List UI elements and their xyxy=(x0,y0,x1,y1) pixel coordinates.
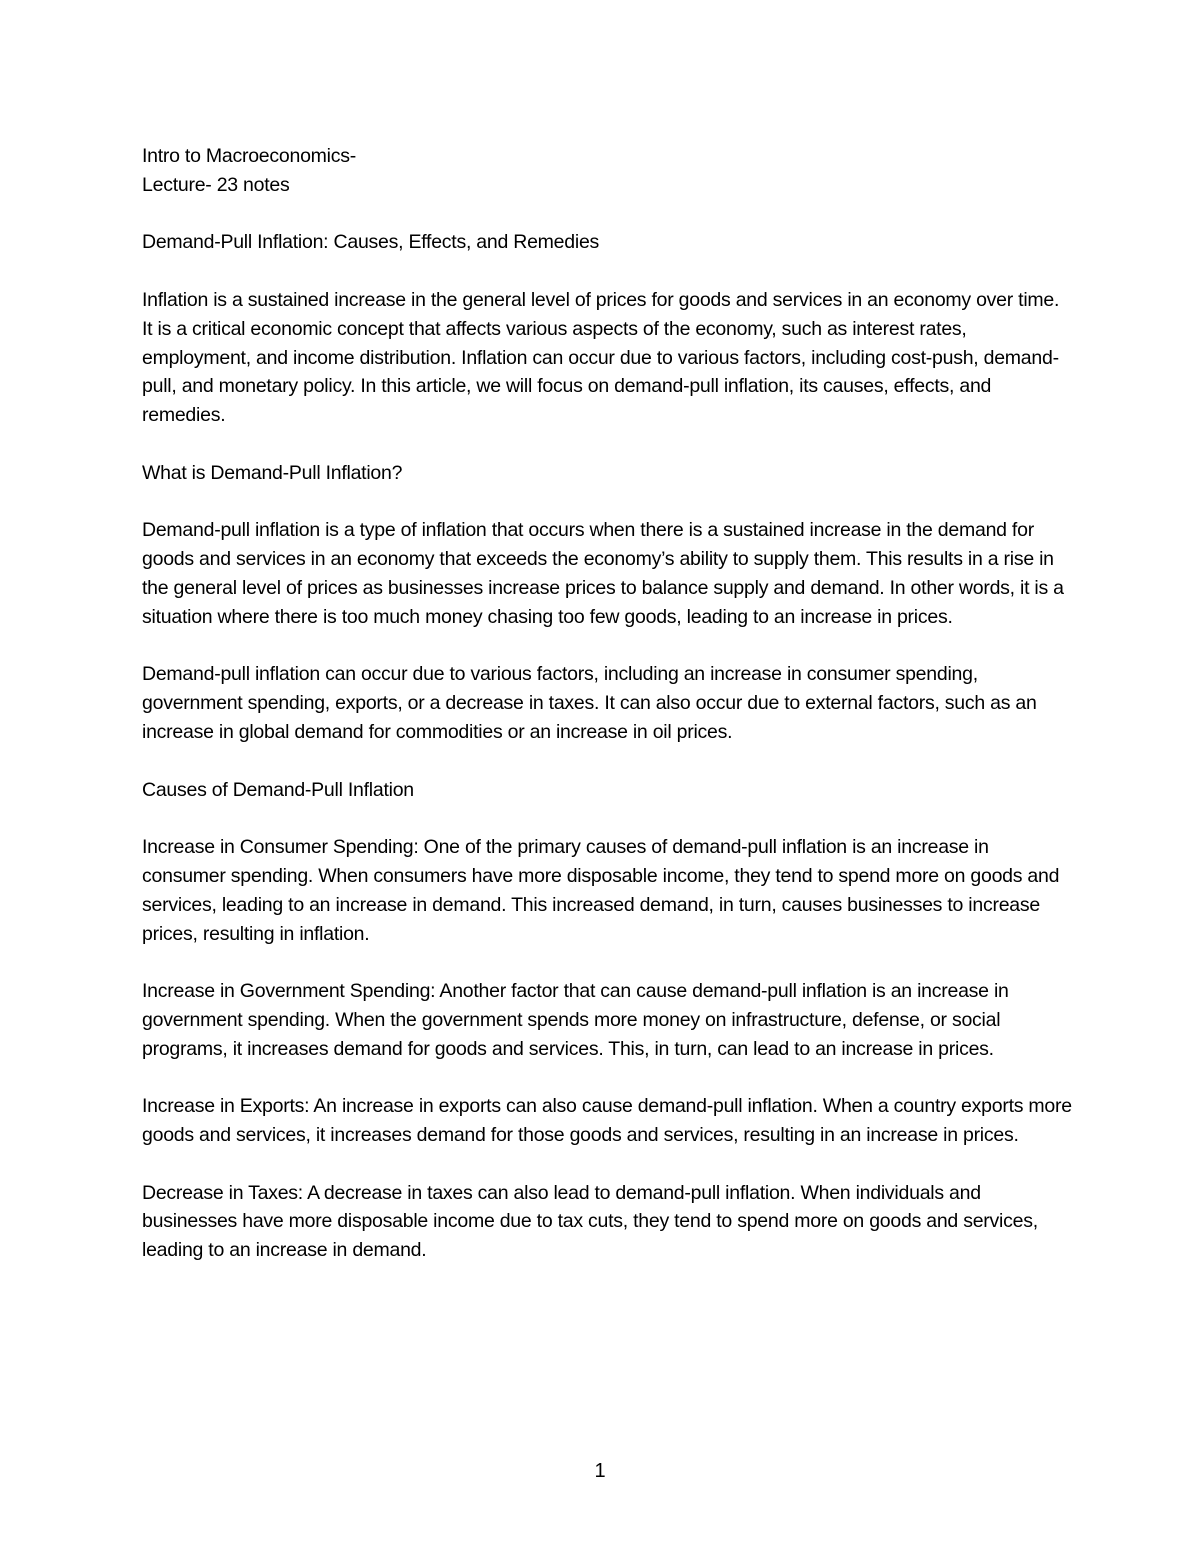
paragraph-definition: Demand-pull inflation is a type of inflation that occurs when there is a sustained increase in the demand for goods and services in an economy that exceeds the economy’s ability to supply them. This results in a rise in the general level of prices as businesses increase prices to balance supply and demand. In other words, it is a situation where there is too much money chasing too few goods, leading to an increase in prices. xyxy=(142,519,1064,628)
lecture-label: Lecture- 23 notes xyxy=(142,173,290,196)
section-heading-causes: Causes of Demand-Pull Inflation xyxy=(142,778,414,801)
paragraph-taxes: Decrease in Taxes: A decrease in taxes can also lead to demand-pull inflation. When individuals and businesses have more disposable income due to tax cuts, they tend to spend more on goods and services, leading to an increase in demand. xyxy=(142,1181,1038,1262)
intro-paragraph: Inflation is a sustained increase in the general level of prices for goods and services in an economy over time. It is a critical economic concept that affects various aspects of the economy, such as interest rates, employment, and income distribution. Inflation can occur due to various factors, including cost-push, demand-pull, and monetary policy. In this article, we will focus on demand-pull inflation, its causes, effects, and remedies. xyxy=(142,288,1060,427)
article-title: Demand-Pull Inflation: Causes, Effects, and Remedies xyxy=(142,231,600,254)
document-body xyxy=(142,142,1072,1265)
page-number: 1 xyxy=(594,1460,606,1482)
paragraph-exports: Increase in Exports: An increase in exports can also cause demand-pull inflation. When a country exports more goods and services, it increases demand for those goods and services, resulting in an increase in prices. xyxy=(142,1095,1072,1147)
section-heading-what: What is Demand-Pull Inflation? xyxy=(142,461,403,484)
paragraph-consumer-spending: Increase in Consumer Spending: One of the primary causes of demand-pull inflation is an increase in consumer spending. When consumers have more disposable income, they tend to spend more on goods and services, leading to an increase in demand. This increased demand, in turn, causes businesses to increase prices, resulting in inflation. xyxy=(142,836,1060,945)
paragraph-government-spending: Increase in Government Spending: Another factor that can cause demand-pull inflation is an increase in government spending. When the government spends more money on infrastructure, defense, or social programs, it increases demand for goods and services. This, in turn, can lead to an increase in prices. xyxy=(142,980,1009,1060)
course-title: Intro to Macroeconomics- xyxy=(142,145,356,167)
paragraph-factors: Demand-pull inflation can occur due to various factors, including an increase in consumer spending, government spending, exports, or a decrease in taxes. It can also occur due to external factors, such as an increase in global demand for commodities or an increase in oil prices. xyxy=(142,663,1037,743)
